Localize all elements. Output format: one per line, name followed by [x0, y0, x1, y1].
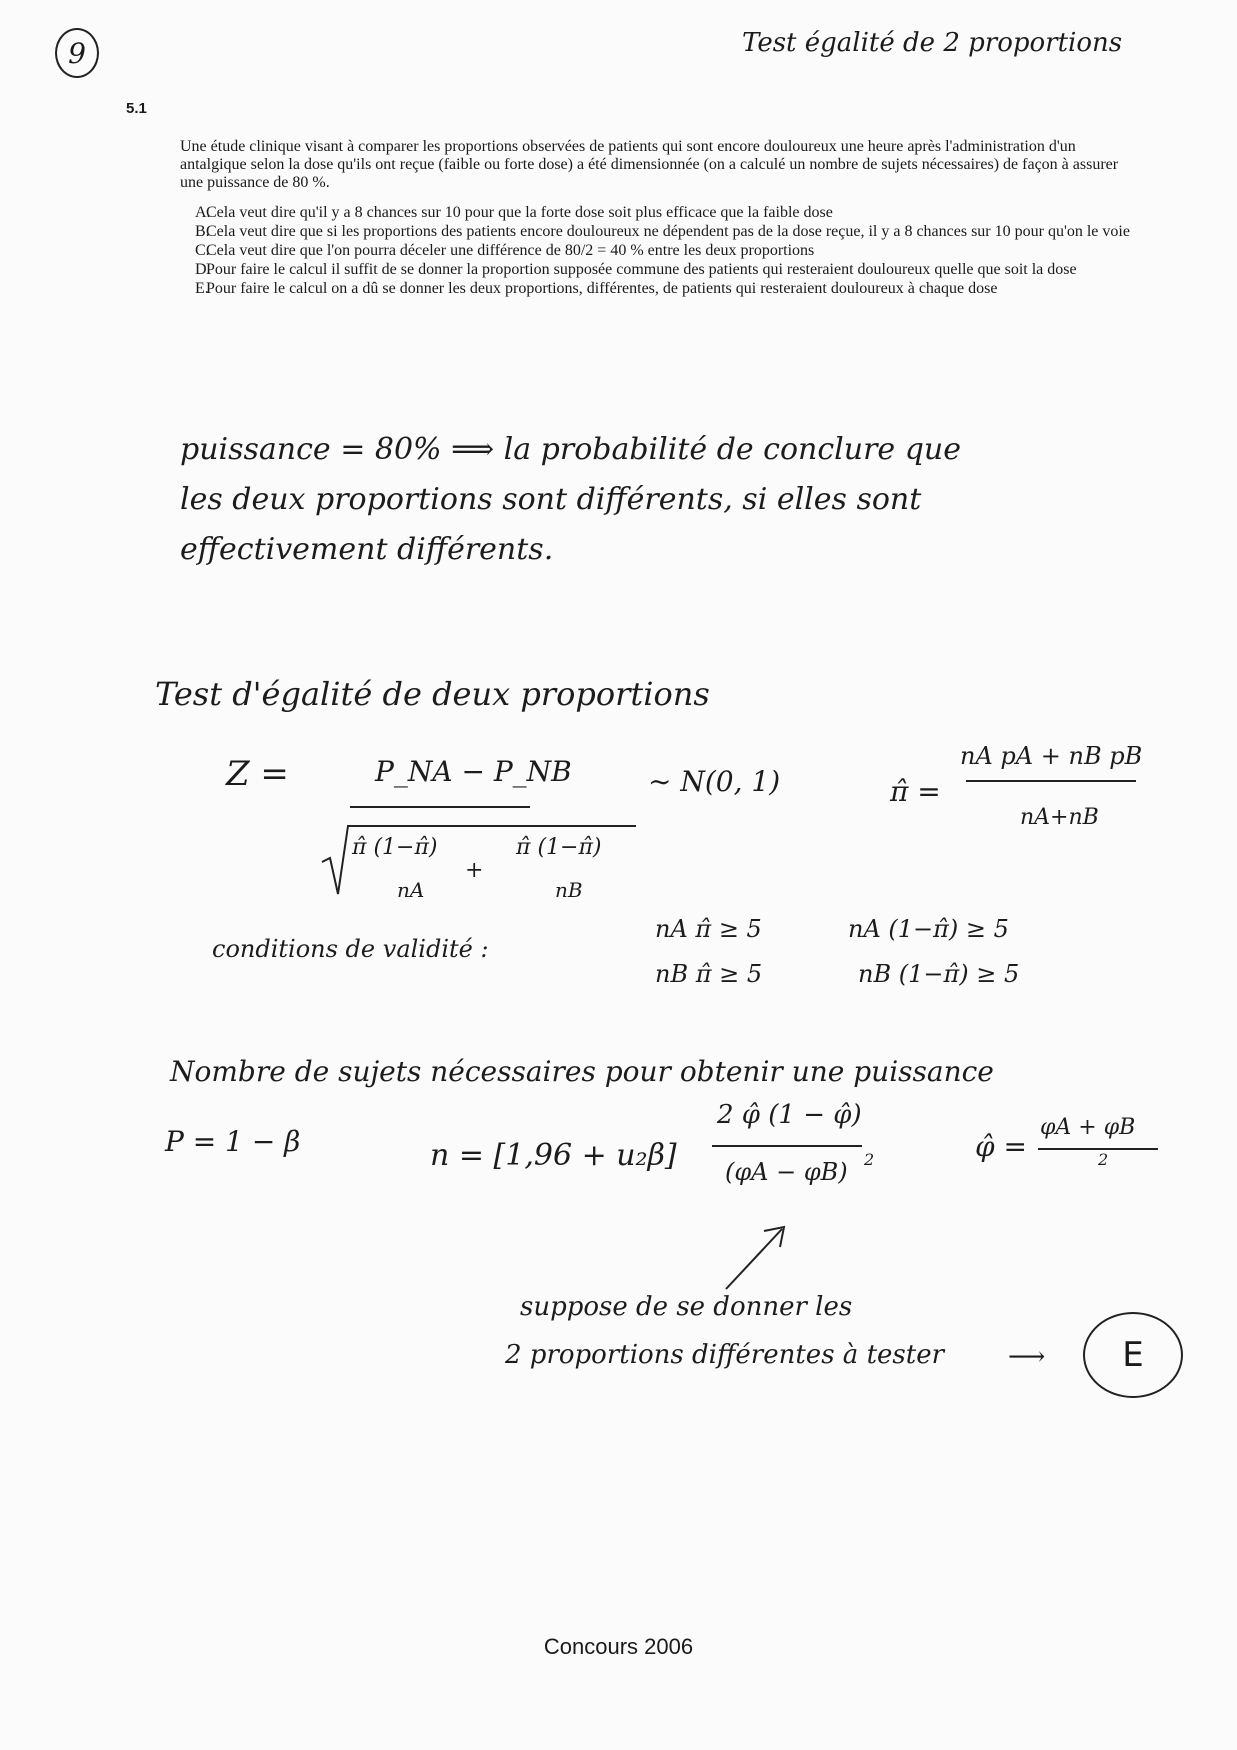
footer: Concours 2006 — [543, 1634, 694, 1659]
conclusion-note-line-1: suppose de se donner les — [520, 1292, 853, 1322]
phi-hat-numerator: φA + φB — [1040, 1115, 1136, 1140]
formula-title: Test d'égalité de deux proportions — [155, 675, 710, 713]
conditions-label: conditions de validité : — [212, 935, 489, 963]
z-den-plus: + — [465, 858, 484, 883]
pointer-arrow-icon — [720, 1215, 800, 1295]
option-e: E. Pour faire le calcul on a dû se donner les deux proportions, différentes, de patients qui resteraient douloureux à chaque dose — [195, 280, 998, 297]
n-fraction-bar — [712, 1145, 862, 1147]
option-a: A. Cela veut dire qu'il y a 8 chances sur 10 pour que la forte dose soit plus efficace que la faible dose — [195, 204, 833, 221]
condition-1: nA π̂ ≥ 5 — [655, 915, 762, 943]
phi-hat-denominator: 2 — [1098, 1150, 1109, 1169]
z-den-left-bottom: nA — [397, 878, 425, 902]
z-den-left: π̂ (1−π̂) — [352, 835, 438, 860]
option-c: C. Cela veut dire que l'on pourra déceler une différence de 80/2 = 40 % entre les deux proportions — [195, 242, 815, 259]
question-stem: Une étude clinique visant à comparer les proportions observées de patients qui sont encore douloureux une heure après l'administration d'un antalgique selon la dose qu'ils ont reçue (faible ou forte dose) a été dimensionnée (on a calculé un nombre de sujets nécessaires) de façon à assurer une puissance de 80 %. — [180, 138, 1119, 191]
z-den-right: π̂ (1−π̂) — [516, 835, 602, 860]
pi-hat-label: π̂ = — [890, 775, 941, 808]
z-den-right-bottom: nB — [555, 878, 583, 902]
n-formula: n = [1,96 + u₂β] — [430, 1138, 677, 1173]
option-d: D. Pour faire le calcul il suffit de se donner la proportion supposée commune des patients qui resteraient douloureux quelle que soit la dose — [195, 261, 1077, 278]
n-fraction-denominator: (φA − φB) — [725, 1158, 848, 1186]
top-handwritten-note: Test égalité de 2 proportions — [742, 28, 1123, 58]
z-fraction-bar — [350, 806, 530, 808]
power-note-line-3: effectivement différents. — [180, 532, 554, 567]
conclusion-note-line-2: 2 proportions différentes à tester — [505, 1340, 945, 1370]
z-distribution: ∼ N(0, 1) — [648, 765, 781, 798]
option-b: B. Cela veut dire que si les proportions des patients encore douloureux ne dépendent pas de la dose reçue, il y a 8 chances sur 10 pour qu'on le voie — [195, 223, 1130, 240]
answer-circle — [1083, 1312, 1183, 1398]
z-numerator: P_NA − P_NB — [375, 755, 572, 788]
power-note-line-2: les deux proportions sont différents, si elles sont — [180, 482, 922, 517]
page-number: 9 — [68, 36, 86, 70]
right-arrow-icon: ⟶ — [1008, 1342, 1046, 1372]
sample-size-title: Nombre de sujets nécessaires pour obtenir une puissance — [170, 1055, 994, 1088]
n-fraction-numerator: 2 φ̂ (1 − φ̂) — [717, 1100, 862, 1130]
power-formula: P = 1 − β — [165, 1125, 301, 1158]
phi-hat-label: φ̂ = — [975, 1130, 1027, 1163]
pi-hat-fraction-bar — [966, 780, 1136, 782]
page-number-circle — [55, 28, 99, 78]
power-note-line-1: puissance = 80% ⟹ la probabilité de conclure que — [180, 432, 961, 467]
question-block — [180, 138, 1145, 299]
pi-hat-numerator: nA pA + nB pB — [960, 742, 1143, 770]
condition-2: nA (1−π̂) ≥ 5 — [848, 915, 1009, 943]
answer-letter: E — [1122, 1335, 1144, 1375]
answer-options — [180, 204, 1145, 298]
condition-3: nB π̂ ≥ 5 — [655, 960, 763, 988]
section-number: 5.1 — [126, 100, 147, 117]
condition-4: nB (1−π̂) ≥ 5 — [858, 960, 1020, 988]
z-label: Z = — [226, 754, 289, 794]
pi-hat-denominator: nA+nB — [1020, 805, 1099, 830]
n-fraction-exponent: 2 — [864, 1150, 875, 1169]
